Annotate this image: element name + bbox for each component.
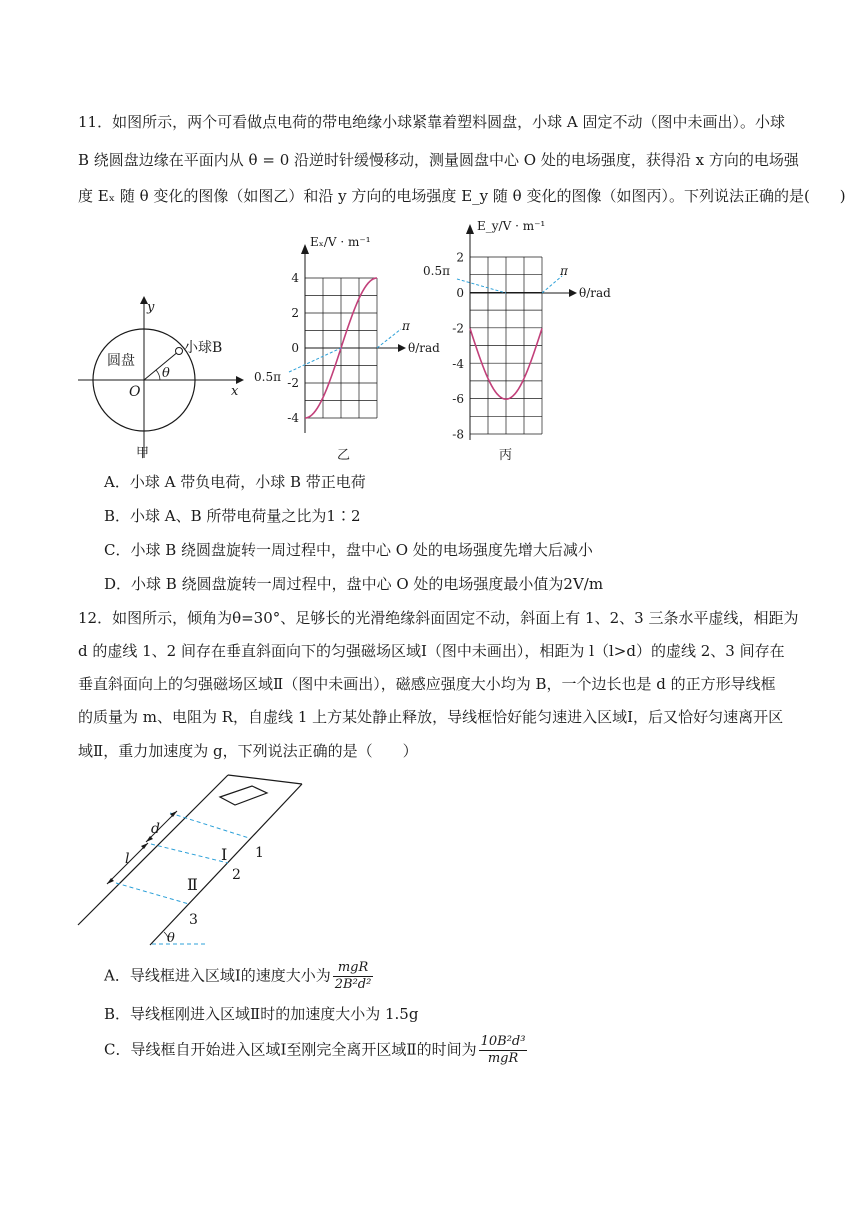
yi-caption: 乙	[337, 448, 351, 463]
yi-tick-label: 4	[291, 271, 299, 285]
yi-x-axis-title: θ/rad	[408, 341, 440, 355]
jia-angle-label: θ	[162, 366, 170, 381]
q12-option-a-numerator: mgR	[333, 960, 374, 977]
figure-incline	[76, 770, 316, 950]
q12-line-3: 垂直斜面向上的匀强磁场区域Ⅱ（图中未画出），磁感应强度大小均为 B，一个边长也是 d 的正方形导线框	[78, 675, 776, 693]
q12-option-a-denominator: 2B²d²	[334, 977, 372, 992]
bing-half-pi-label: 0.5π	[423, 264, 450, 278]
q11-option-c: C．小球 B 绕圆盘旋转一周过程中，盘中心 O 处的电场强度先增大后减小	[104, 541, 593, 559]
figure-bing	[415, 216, 615, 466]
label-region-2: Ⅱ	[187, 875, 198, 894]
q12-line-2: d 的虚线 1、2 间存在垂直斜面向下的匀强磁场区域Ⅰ（图中未画出），相距为 l（l>d）的虚线 2、3 间存在	[78, 642, 785, 660]
yi-tick-label: 0	[291, 341, 299, 355]
yi-tick-label: -2	[287, 376, 299, 390]
q11-option-a: A．小球 A 带负电荷，小球 B 带正电荷	[104, 473, 366, 491]
bing-pi-pointer	[542, 276, 562, 293]
jia-origin-label: O	[129, 384, 141, 400]
dashed-line-1	[170, 813, 249, 838]
bing-tick-label: -8	[452, 427, 464, 442]
bing-tick-label: 2	[456, 250, 464, 265]
bing-tick-label: -6	[452, 392, 464, 407]
q11-line-1: 11．如图所示，两个可看做点电荷的带电绝缘小球紧靠着塑料圆盘，小球 A 固定不动（图中未画出）。小球	[78, 113, 785, 131]
yi-pi-label: π	[402, 319, 410, 333]
bing-x-axis-title: θ/rad	[579, 286, 611, 300]
q12-option-c-numerator: 10B²d³	[480, 1034, 526, 1049]
yi-tick-label: 2	[291, 306, 299, 320]
q12-line-1: 12．如图所示，倾角为θ=30°、足够长的光滑绝缘斜面固定不动，斜面上有 1、2、3 三条水平虚线，相距为	[78, 609, 799, 627]
bing-tick-label: 0	[456, 286, 464, 300]
q12-option-a-fraction	[333, 960, 374, 993]
q12-option-c	[104, 1034, 527, 1067]
label-d: d	[151, 821, 160, 837]
dashed-line-3	[116, 883, 189, 904]
yi-half-pi-label: 0.5π	[254, 370, 281, 384]
label-line-2: 2	[232, 867, 241, 883]
square-loop	[220, 786, 267, 805]
dashed-line-2	[151, 844, 228, 863]
yi-axis-title: Eₓ/V · m⁻¹	[310, 235, 371, 249]
q12-line-4: 的质量为 m、电阻为 R，自虚线 1 上方某处静止释放，导线框恰好能匀速进入区域Ⅰ，后又恰好匀速离开区	[78, 708, 784, 726]
bing-half-pi-pointer	[457, 279, 506, 293]
jia-disk-label: 圆盘	[107, 353, 135, 369]
bing-tick-label: -2	[452, 321, 464, 336]
q12-option-a	[104, 960, 373, 993]
bing-axis-title: E_y/V · m⁻¹	[477, 219, 546, 233]
q12-option-b: B．导线框刚进入区域Ⅱ时的加速度大小为 1.5g	[104, 1005, 419, 1023]
q11-line-3: 度 Eₓ 随 θ 变化的图像（如图乙）和沿 y 方向的电场强度 E_y 随 θ 变化的图像（如图丙）。下列说法正确的是( )	[78, 187, 846, 205]
bing-caption: 丙	[499, 448, 513, 463]
ball-b-marker	[176, 348, 183, 355]
q11-line-2: B 绕圆盘边缘在平面内从 θ = 0 沿逆时针缓慢移动，测量圆盘中心 O 处的电场强度，获得沿 x 方向的电场强	[78, 151, 799, 169]
yi-tick-labels	[287, 271, 299, 425]
label-l: l	[125, 851, 130, 867]
figure-jia	[76, 290, 246, 465]
jia-y-label: y	[147, 300, 155, 315]
bing-pi-label: π	[560, 264, 568, 278]
q12-option-a-text: A．导线框进入区域Ⅰ的速度大小为	[104, 966, 331, 985]
jia-caption: 甲	[136, 446, 150, 461]
q11-option-d: D．小球 B 绕圆盘旋转一周过程中，盘中心 O 处的电场强度最小值为2V/m	[104, 575, 604, 593]
q12-line-5: 域Ⅱ，重力加速度为 g，下列说法正确的是（ ）	[78, 742, 418, 760]
label-line-1: 1	[255, 845, 264, 861]
yi-pi-pointer	[377, 329, 401, 348]
q12-option-c-denominator: mgR	[487, 1051, 519, 1066]
label-line-3: 3	[189, 912, 198, 928]
label-theta: θ	[167, 931, 175, 946]
q12-option-c-text: C．导线框自开始进入区域Ⅰ至刚完全离开区域Ⅱ的时间为	[104, 1040, 477, 1059]
jia-ball-label: 小球B	[184, 340, 223, 356]
label-region-1: Ⅰ	[221, 845, 228, 864]
jia-x-label: x	[231, 384, 239, 399]
bing-tick-label: -4	[452, 356, 464, 371]
yi-tick-label: -4	[287, 411, 299, 425]
bing-grid	[470, 257, 542, 434]
q11-option-b: B．小球 A、B 所带电荷量之比为1∶2	[104, 507, 361, 525]
q12-option-c-fraction	[479, 1034, 528, 1067]
